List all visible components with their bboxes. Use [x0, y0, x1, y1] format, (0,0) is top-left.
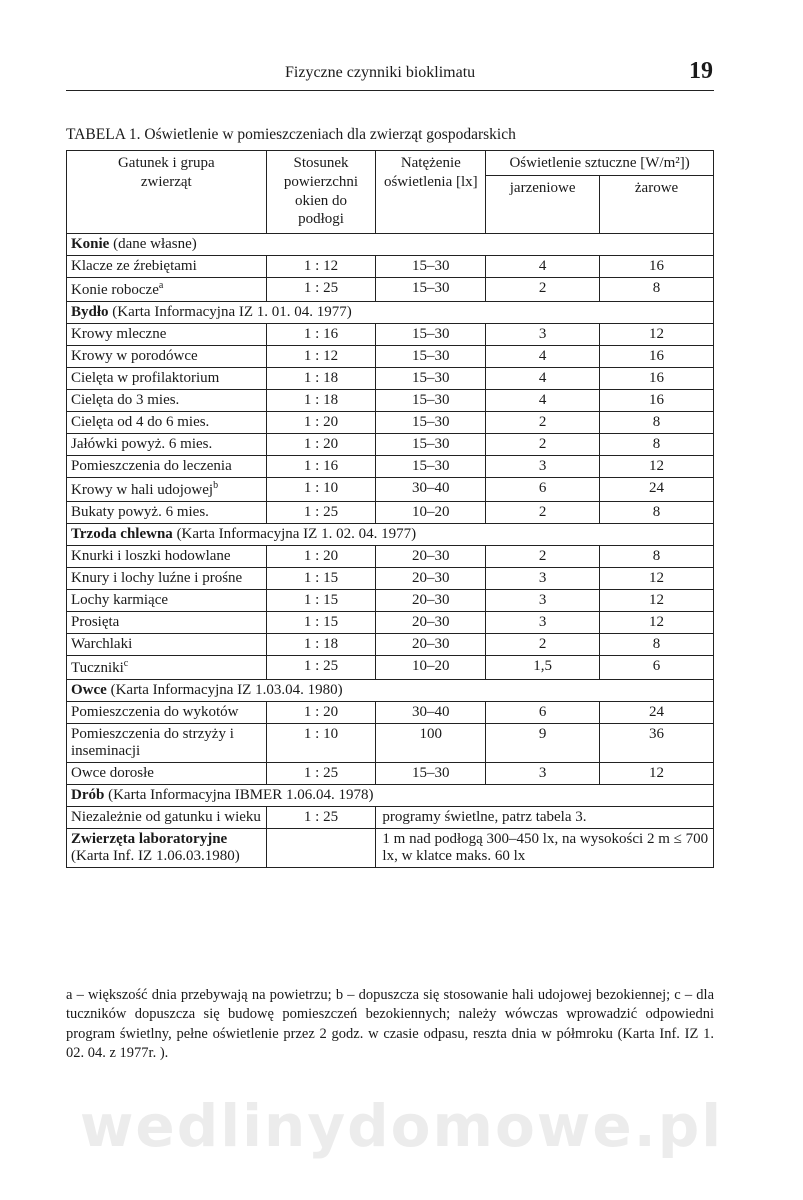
footnote: a – większość dnia przebywają na powietrzu; b – dopuszcza się stosowanie hali udojowej bezokiennej; c – dla tuczników dopuszcza się budowę pomieszczeń bezokiennych; należy wówczas wprowadzić odpowiedni program świetlny, pełne oświetlenie przez 2 godz. w czasie odpasu, reszta dnia w półmroku (Karta Inf. IZ 1. 02. 04. z 1977r. ). — [66, 987, 714, 1061]
header-illuminance: Natężenie oświetlenia [lx] — [376, 151, 486, 234]
cell-window-ratio: 1 : 18 — [266, 633, 376, 655]
cell-species — [67, 633, 267, 655]
cell-incandescent: 8 — [600, 633, 714, 655]
cell-illuminance: 15–30 — [376, 389, 486, 411]
cell-incandescent: 8 — [600, 433, 714, 455]
species-name: Owce dorosłe — [71, 764, 154, 781]
cell-incandescent: 16 — [600, 255, 714, 277]
cell-incandescent: 12 — [600, 455, 714, 477]
cell-illuminance: 20–30 — [376, 611, 486, 633]
table-row — [67, 255, 714, 277]
cell-incandescent: 8 — [600, 277, 714, 301]
cell-illuminance: 15–30 — [376, 255, 486, 277]
cell-species: Niezależnie od gatunku i wieku — [67, 806, 267, 828]
table-row — [67, 806, 714, 828]
header-incandescent: żarowe — [600, 175, 714, 233]
cell-fluorescent: 2 — [486, 433, 600, 455]
cell-species — [67, 255, 267, 277]
header-artificial-light: Oświetlenie sztuczne [W/m²]) — [486, 151, 714, 176]
cell-illuminance: 10–20 — [376, 655, 486, 679]
section-name: Bydło — [71, 303, 109, 320]
species-name: Pomieszczenia do leczenia — [71, 457, 232, 474]
cell-incandescent: 8 — [600, 501, 714, 523]
cell-fluorescent: 3 — [486, 455, 600, 477]
cell-illuminance: 10–20 — [376, 501, 486, 523]
cell-species — [67, 433, 267, 455]
cell-window-ratio: 1 : 18 — [266, 389, 376, 411]
cell-fluorescent: 6 — [486, 477, 600, 501]
header-rule — [66, 90, 714, 91]
cell-species — [67, 501, 267, 523]
species-name: Jałówki powyż. 6 mies. — [71, 435, 213, 452]
cell-fluorescent: 2 — [486, 633, 600, 655]
species-name: Cielęta w profilaktorium — [71, 369, 220, 386]
section-name: Owce — [71, 681, 107, 698]
cell-incandescent: 16 — [600, 389, 714, 411]
species-name: Pomieszczenia do wykotów — [71, 703, 239, 720]
cell-window-ratio: 1 : 16 — [266, 323, 376, 345]
cell-illuminance: 15–30 — [376, 433, 486, 455]
cell-illuminance: 30–40 — [376, 477, 486, 501]
table-row — [67, 633, 714, 655]
species-name: Cielęta od 4 do 6 mies. — [71, 413, 210, 430]
cell-species — [67, 655, 267, 679]
species-name: Knurki i loszki hodowlane — [71, 547, 231, 564]
table-row — [67, 567, 714, 589]
section-source: (Karta Informacyjna IZ 1.03.04. 1980) — [106, 681, 343, 698]
cell-illuminance: 15–30 — [376, 411, 486, 433]
footnote-marker: b — [213, 479, 219, 491]
species-name: Warchlaki — [71, 635, 133, 652]
cell-illuminance: 15–30 — [376, 762, 486, 784]
cell-incandescent: 8 — [600, 411, 714, 433]
cell-window-ratio: 1 : 16 — [266, 455, 376, 477]
cell-species — [67, 323, 267, 345]
cell-fluorescent: 4 — [486, 367, 600, 389]
section-source: (Karta Informacyjna IZ 1. 01. 04. 1977) — [108, 303, 352, 320]
cell-window-ratio: 1 : 10 — [266, 723, 376, 762]
cell-illuminance: 100 — [376, 723, 486, 762]
table-row — [67, 611, 714, 633]
cell-illuminance: 15–30 — [376, 323, 486, 345]
table-row — [67, 345, 714, 367]
cell-lighting-note: 1 m nad podłogą 300–450 lx, na wysokości 2 m ≤ 700 lx, w klatce maks. 60 lx — [376, 828, 714, 867]
section-name: Drób — [71, 786, 105, 803]
cell-illuminance: 30–40 — [376, 701, 486, 723]
footnote-marker: c — [123, 657, 129, 669]
cell-window-ratio: 1 : 12 — [266, 345, 376, 367]
header-title: Fizyczne czynniki bioklimatu — [285, 64, 476, 81]
cell-illuminance: 15–30 — [376, 345, 486, 367]
cell-species — [67, 589, 267, 611]
page-number: 19 — [689, 58, 713, 84]
cell-species — [67, 455, 267, 477]
cell-fluorescent: 6 — [486, 701, 600, 723]
species-name: Pomieszczenia do strzyży i inseminacji — [71, 725, 234, 759]
cell-fluorescent: 1,5 — [486, 655, 600, 679]
species-name: Klacze ze źrebiętami — [71, 257, 197, 274]
cell-window-ratio: 1 : 25 — [266, 501, 376, 523]
table-row — [67, 477, 714, 501]
footnote-marker: a — [158, 279, 164, 291]
cell-species — [67, 701, 267, 723]
cell-incandescent: 12 — [600, 589, 714, 611]
table-row — [67, 323, 714, 345]
cell-species — [67, 723, 267, 762]
table-row — [67, 411, 714, 433]
species-name: Knury i lochy luźne i prośne — [71, 569, 243, 586]
header-window-ratio: Stosunek powierzchni okien do podłogi — [266, 151, 376, 234]
section-row — [67, 233, 714, 255]
cell-window-ratio: 1 : 15 — [266, 567, 376, 589]
watermark: wedlinydomowe.pl — [79, 1092, 724, 1160]
section-title — [67, 679, 714, 701]
cell-species — [67, 828, 267, 867]
species-name: Tuczniki — [71, 659, 124, 676]
cell-incandescent: 24 — [600, 477, 714, 501]
cell-fluorescent: 2 — [486, 277, 600, 301]
cell-fluorescent: 3 — [486, 567, 600, 589]
table-row — [67, 701, 714, 723]
cell-window-ratio — [266, 828, 376, 867]
species-name: Krowy w porodówce — [71, 347, 198, 364]
section-name: Konie — [71, 235, 110, 252]
cell-fluorescent: 3 — [486, 323, 600, 345]
cell-incandescent: 16 — [600, 345, 714, 367]
cell-incandescent: 24 — [600, 701, 714, 723]
cell-fluorescent: 9 — [486, 723, 600, 762]
table-row — [67, 545, 714, 567]
cell-illuminance: 15–30 — [376, 455, 486, 477]
cell-species — [67, 367, 267, 389]
cell-fluorescent: 4 — [486, 255, 600, 277]
species-name: Cielęta do 3 mies. — [71, 391, 180, 408]
cell-species — [67, 477, 267, 501]
cell-incandescent: 12 — [600, 323, 714, 345]
table-row — [67, 655, 714, 679]
cell-species — [67, 277, 267, 301]
table-body — [67, 233, 714, 867]
species-name: Krowy w hali udojowej — [71, 481, 214, 498]
cell-illuminance: 15–30 — [376, 367, 486, 389]
cell-incandescent: 12 — [600, 567, 714, 589]
cell-window-ratio: 1 : 25 — [266, 655, 376, 679]
section-row — [67, 784, 714, 806]
species-name: Lochy karmiące — [71, 591, 169, 608]
cell-illuminance: 20–30 — [376, 633, 486, 655]
cell-illuminance: 20–30 — [376, 545, 486, 567]
section-source: (Karta Inf. IZ 1.06.03.1980) — [71, 847, 240, 864]
cell-species — [67, 762, 267, 784]
header-species: Gatunek i grupa zwierząt — [67, 151, 267, 234]
section-title — [67, 301, 714, 323]
cell-window-ratio: 1 : 20 — [266, 701, 376, 723]
species-name: Prosięta — [71, 613, 120, 630]
table-row — [67, 277, 714, 301]
cell-fluorescent: 3 — [486, 762, 600, 784]
header-fluorescent: jarzeniowe — [486, 175, 600, 233]
cell-window-ratio: 1 : 15 — [266, 589, 376, 611]
table-row — [67, 367, 714, 389]
section-source: (Karta Informacyjna IZ 1. 02. 04. 1977) — [172, 525, 417, 542]
cell-illuminance: 20–30 — [376, 589, 486, 611]
cell-window-ratio: 1 : 25 — [266, 806, 376, 828]
cell-fluorescent: 2 — [486, 545, 600, 567]
cell-incandescent: 12 — [600, 611, 714, 633]
cell-window-ratio: 1 : 20 — [266, 433, 376, 455]
section-title — [67, 523, 714, 545]
section-row — [67, 679, 714, 701]
species-name: Konie robocze — [71, 281, 159, 298]
cell-species — [67, 411, 267, 433]
cell-species — [67, 567, 267, 589]
lighting-table — [66, 150, 714, 868]
table-row — [67, 723, 714, 762]
table-row — [67, 433, 714, 455]
cell-species — [67, 611, 267, 633]
species-name: Bukaty powyż. 6 mies. — [71, 503, 209, 520]
cell-incandescent: 8 — [600, 545, 714, 567]
section-row — [67, 523, 714, 545]
table-row — [67, 389, 714, 411]
cell-incandescent: 36 — [600, 723, 714, 762]
cell-window-ratio: 1 : 25 — [266, 762, 376, 784]
cell-window-ratio: 1 : 25 — [266, 277, 376, 301]
cell-incandescent: 12 — [600, 762, 714, 784]
section-name: Trzoda chlewna — [71, 525, 173, 542]
cell-window-ratio: 1 : 18 — [266, 367, 376, 389]
cell-window-ratio: 1 : 15 — [266, 611, 376, 633]
cell-illuminance: 15–30 — [376, 277, 486, 301]
cell-species — [67, 389, 267, 411]
cell-species — [67, 345, 267, 367]
cell-fluorescent: 2 — [486, 411, 600, 433]
section-source: (dane własne) — [109, 235, 197, 252]
cell-lighting-note: programy świetlne, patrz tabela 3. — [376, 806, 714, 828]
table-row — [67, 589, 714, 611]
cell-incandescent: 6 — [600, 655, 714, 679]
section-title — [67, 233, 714, 255]
section-row — [67, 301, 714, 323]
table-row — [67, 762, 714, 784]
cell-window-ratio: 1 : 20 — [266, 545, 376, 567]
cell-fluorescent: 3 — [486, 589, 600, 611]
table-row — [67, 501, 714, 523]
cell-incandescent: 16 — [600, 367, 714, 389]
section-title — [67, 784, 714, 806]
cell-illuminance: 20–30 — [376, 567, 486, 589]
cell-window-ratio: 1 : 10 — [266, 477, 376, 501]
cell-fluorescent: 3 — [486, 611, 600, 633]
section-name: Zwierzęta laboratoryjne — [71, 830, 228, 847]
cell-fluorescent: 2 — [486, 501, 600, 523]
table-row — [67, 828, 714, 867]
cell-window-ratio: 1 : 20 — [266, 411, 376, 433]
cell-fluorescent: 4 — [486, 345, 600, 367]
cell-species — [67, 545, 267, 567]
cell-window-ratio: 1 : 12 — [266, 255, 376, 277]
table-caption: TABELA 1. Oświetlenie w pomieszczeniach dla zwierząt gospodarskich — [66, 126, 516, 143]
table-row — [67, 455, 714, 477]
cell-fluorescent: 4 — [486, 389, 600, 411]
section-source: (Karta Informacyjna IBMER 1.06.04. 1978) — [104, 786, 374, 803]
species-name: Krowy mleczne — [71, 325, 167, 342]
